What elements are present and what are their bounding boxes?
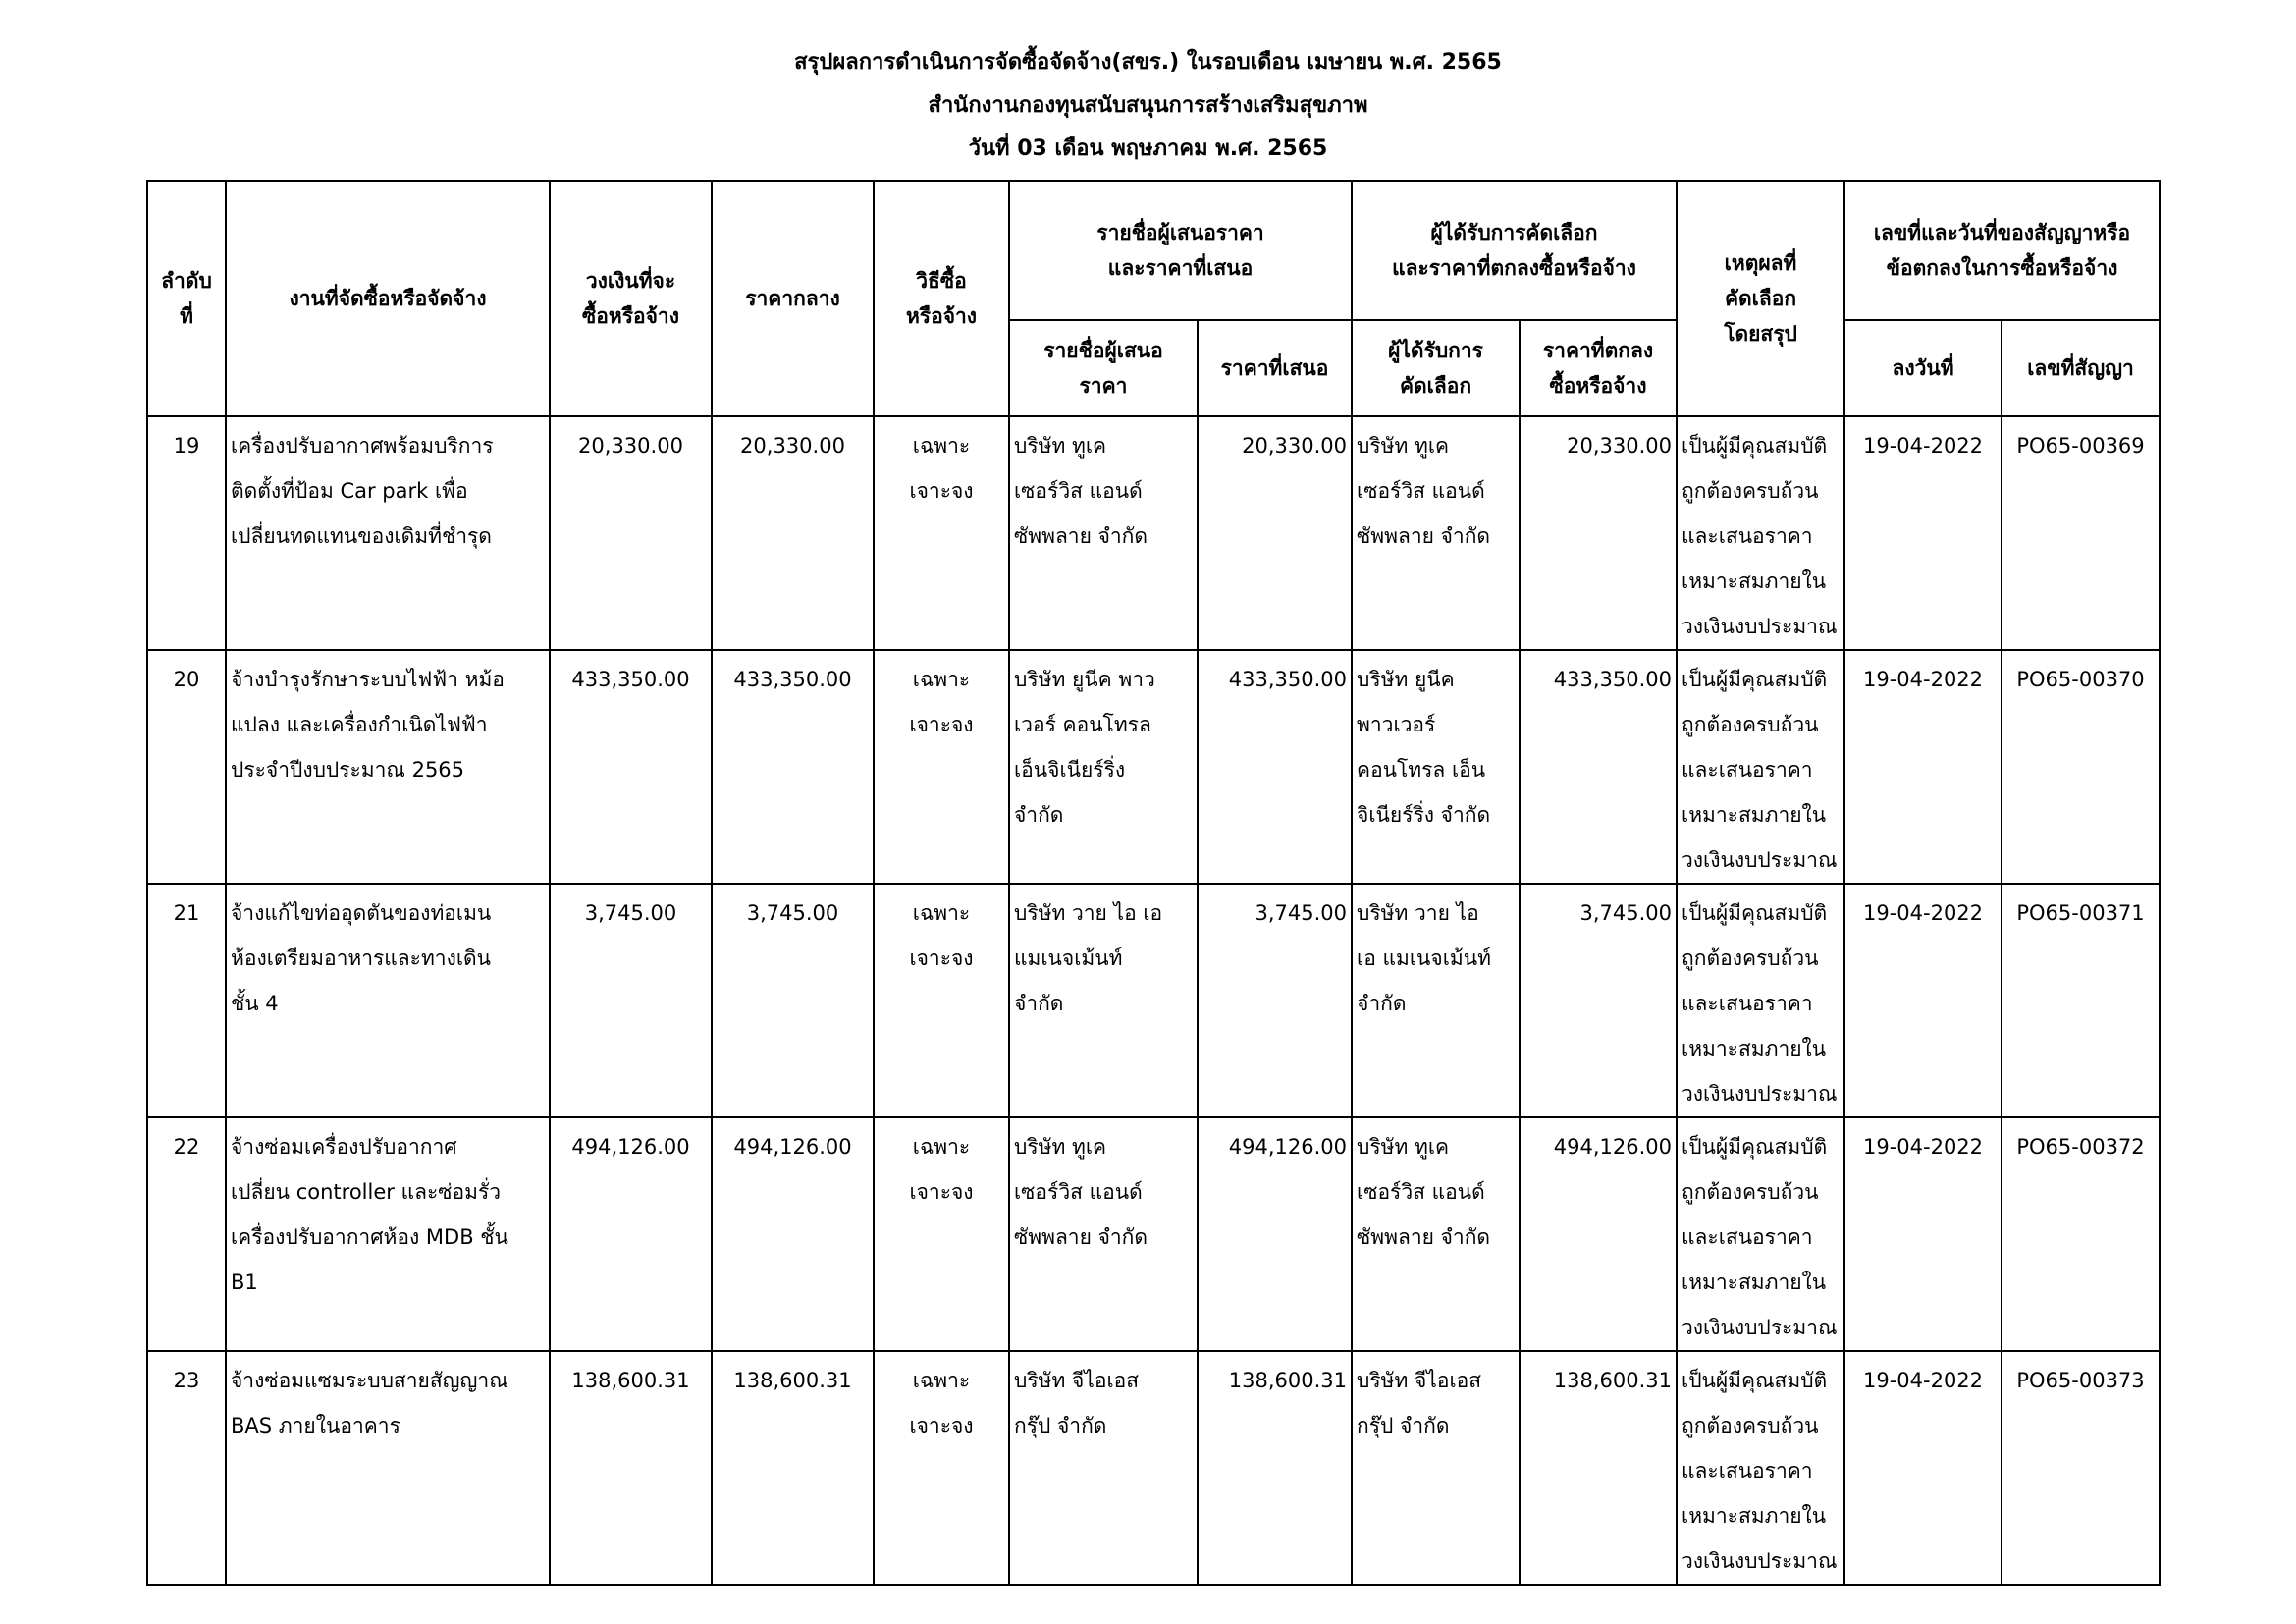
cell-bidder: บริษัท ทูเค เซอร์วิส แอนด์ ซัพพลาย จำกัด (1009, 1117, 1198, 1351)
cell-agreed-price: 3,745.00 (1520, 884, 1677, 1117)
header-contract-date: ลงวันที่ (1844, 320, 2002, 416)
cell-work: จ้างซ่อมแซมระบบสายสัญญาณ BAS ภายในอาคาร (226, 1351, 550, 1585)
cell-no: 21 (147, 884, 226, 1117)
cell-no: 22 (147, 1117, 226, 1351)
cell-method: เฉพาะ เจาะจง (874, 650, 1009, 884)
cell-contract-date: 19-04-2022 (1844, 884, 2002, 1117)
header-contract-group: เลขที่และวันที่ของสัญญาหรือ ข้อตกลงในการซื้อหรือจ้าง (1844, 181, 2160, 320)
cell-agreed-price: 138,600.31 (1520, 1351, 1677, 1585)
header-no: ลำดับ ที่ (147, 181, 226, 416)
cell-budget: 138,600.31 (550, 1351, 712, 1585)
cell-median-price: 138,600.31 (712, 1351, 874, 1585)
cell-median-price: 3,745.00 (712, 884, 874, 1117)
cell-bidder: บริษัท ยูนีค พาว เวอร์ คอนโทรล เอ็นจิเนียร์ริ่ง จำกัด (1009, 650, 1198, 884)
cell-no: 23 (147, 1351, 226, 1585)
cell-median-price: 433,350.00 (712, 650, 874, 884)
cell-reason: เป็นผู้มีคุณสมบัติ ถูกต้องครบถ้วน และเสนอราคา เหมาะสมภายใน วงเงินงบประมาณ (1677, 1117, 1844, 1351)
document-date: วันที่ 03 เดือน พฤษภาคม พ.ศ. 2565 (968, 136, 1328, 161)
header-bidder-name: รายชื่อผู้เสนอ ราคา (1009, 320, 1198, 416)
cell-bidder: บริษัท วาย ไอ เอ แมเนจเม้นท์ จำกัด (1009, 884, 1198, 1117)
cell-reason: เป็นผู้มีคุณสมบัติ ถูกต้องครบถ้วน และเสนอราคา เหมาะสมภายใน วงเงินงบประมาณ (1677, 650, 1844, 884)
cell-no: 19 (147, 416, 226, 650)
cell-work: เครื่องปรับอากาศพร้อมบริการ ติดตั้งที่ป้อม Car park เพื่อ เปลี่ยนทดแทนของเดิมที่ชำรุด (226, 416, 550, 650)
cell-budget: 494,126.00 (550, 1117, 712, 1351)
cell-contract-no: PO65-00370 (2002, 650, 2160, 884)
cell-agreed-price: 20,330.00 (1520, 416, 1677, 650)
cell-budget: 433,350.00 (550, 650, 712, 884)
cell-contract-no: PO65-00371 (2002, 884, 2160, 1117)
header-method: วิธีซื้อ หรือจ้าง (874, 181, 1009, 416)
table-row (147, 1117, 2160, 1351)
header-agreed-price: ราคาที่ตกลง ซื้อหรือจ้าง (1520, 320, 1677, 416)
cell-bid-price: 138,600.31 (1198, 1351, 1352, 1585)
cell-work: จ้างบำรุงรักษาระบบไฟฟ้า หม้อ แปลง และเครื่องกำเนิดไฟฟ้า ประจำปีงบประมาณ 2565 (226, 650, 550, 884)
table-row (147, 884, 2160, 1117)
cell-bid-price: 494,126.00 (1198, 1117, 1352, 1351)
cell-median-price: 494,126.00 (712, 1117, 874, 1351)
cell-contract-no: PO65-00372 (2002, 1117, 2160, 1351)
cell-reason: เป็นผู้มีคุณสมบัติ ถูกต้องครบถ้วน และเสนอราคา เหมาะสมภายใน วงเงินงบประมาณ (1677, 1351, 1844, 1585)
cell-selected: บริษัท ยูนีค พาวเวอร์ คอนโทรล เอ็น จิเนียร์ริ่ง จำกัด (1352, 650, 1520, 884)
cell-budget: 3,745.00 (550, 884, 712, 1117)
cell-bidder: บริษัท ทูเค เซอร์วิส แอนด์ ซัพพลาย จำกัด (1009, 416, 1198, 650)
procurement-table (146, 180, 2161, 1586)
header-selected-name: ผู้ได้รับการ คัดเลือก (1352, 320, 1520, 416)
cell-bid-price: 3,745.00 (1198, 884, 1352, 1117)
cell-work: จ้างแก้ไขท่ออุดตันของท่อเมน ห้องเตรียมอาหารและทางเดิน ชั้น 4 (226, 884, 550, 1117)
cell-median-price: 20,330.00 (712, 416, 874, 650)
cell-reason: เป็นผู้มีคุณสมบัติ ถูกต้องครบถ้วน และเสนอราคา เหมาะสมภายใน วงเงินงบประมาณ (1677, 884, 1844, 1117)
header-median-price: ราคากลาง (712, 181, 874, 416)
cell-contract-date: 19-04-2022 (1844, 650, 2002, 884)
document-header (0, 41, 2296, 171)
cell-method: เฉพาะ เจาะจง (874, 416, 1009, 650)
header-selected-group: ผู้ได้รับการคัดเลือก และราคาที่ตกลงซื้อหรือจ้าง (1352, 181, 1677, 320)
cell-budget: 20,330.00 (550, 416, 712, 650)
cell-selected: บริษัท วาย ไอ เอ แมเนจเม้นท์ จำกัด (1352, 884, 1520, 1117)
cell-contract-date: 19-04-2022 (1844, 416, 2002, 650)
cell-reason: เป็นผู้มีคุณสมบัติ ถูกต้องครบถ้วน และเสนอราคา เหมาะสมภายใน วงเงินงบประมาณ (1677, 416, 1844, 650)
cell-selected: บริษัท ทูเค เซอร์วิส แอนด์ ซัพพลาย จำกัด (1352, 1117, 1520, 1351)
header-reason: เหตุผลที่ คัดเลือก โดยสรุป (1677, 181, 1844, 416)
cell-agreed-price: 494,126.00 (1520, 1117, 1677, 1351)
cell-contract-date: 19-04-2022 (1844, 1117, 2002, 1351)
document-title: สรุปผลการดำเนินการจัดซื้อจัดจ้าง(สขร.) ในรอบเดือน เมษายน พ.ศ. 2565 (794, 50, 1502, 75)
organization-name: สำนักงานกองทุนสนับสนุนการสร้างเสริมสุขภาพ (928, 93, 1368, 118)
table-row (147, 650, 2160, 884)
cell-bidder: บริษัท จีไอเอส กรุ๊ป จำกัด (1009, 1351, 1198, 1585)
header-contract-no: เลขที่สัญญา (2002, 320, 2160, 416)
cell-no: 20 (147, 650, 226, 884)
cell-contract-no: PO65-00373 (2002, 1351, 2160, 1585)
header-bidders-group: รายชื่อผู้เสนอราคา และราคาที่เสนอ (1009, 181, 1352, 320)
header-bid-price: ราคาที่เสนอ (1198, 320, 1352, 416)
cell-selected: บริษัท จีไอเอส กรุ๊ป จำกัด (1352, 1351, 1520, 1585)
cell-selected: บริษัท ทูเค เซอร์วิส แอนด์ ซัพพลาย จำกัด (1352, 416, 1520, 650)
cell-contract-date: 19-04-2022 (1844, 1351, 2002, 1585)
table-row (147, 1351, 2160, 1585)
cell-agreed-price: 433,350.00 (1520, 650, 1677, 884)
header-budget: วงเงินที่จะ ซื้อหรือจ้าง (550, 181, 712, 416)
cell-method: เฉพาะ เจาะจง (874, 1351, 1009, 1585)
cell-method: เฉพาะ เจาะจง (874, 884, 1009, 1117)
cell-bid-price: 20,330.00 (1198, 416, 1352, 650)
cell-bid-price: 433,350.00 (1198, 650, 1352, 884)
cell-method: เฉพาะ เจาะจง (874, 1117, 1009, 1351)
table-row (147, 416, 2160, 650)
header-work: งานที่จัดซื้อหรือจัดจ้าง (226, 181, 550, 416)
cell-contract-no: PO65-00369 (2002, 416, 2160, 650)
cell-work: จ้างซ่อมเครื่องปรับอากาศ เปลี่ยน controller และซ่อมรั่ว เครื่องปรับอากาศห้อง MDB ชั้น B1 (226, 1117, 550, 1351)
